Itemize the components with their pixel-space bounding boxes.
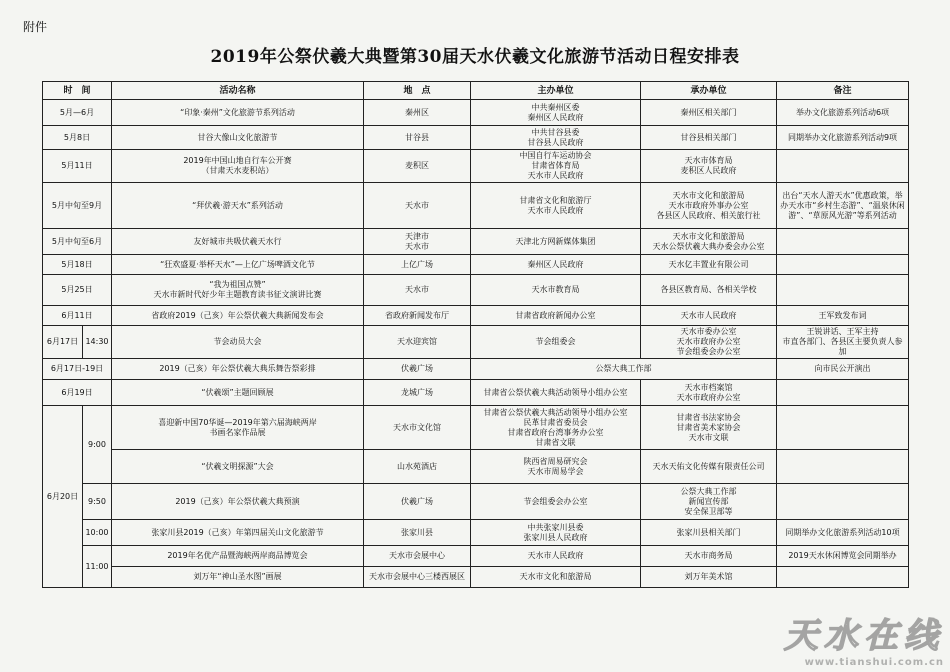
table-row <box>43 100 909 126</box>
attachment-label: 附件 <box>23 20 48 34</box>
cell-time: 14:30 <box>83 326 112 359</box>
cell-location: 省政府新闻发布厅 <box>364 306 471 326</box>
cell-remark <box>777 275 909 306</box>
cell-location: 天水市 <box>364 275 471 306</box>
cell-host-organizer: 公祭大典工作部 <box>471 359 777 380</box>
cell-host: 中国自行车运动协会 甘肃省体育局 天水市人民政府 <box>471 150 641 183</box>
cell-location: 天水市 <box>364 183 471 229</box>
cell-organizer: 公祭大典工作部 新闻宣传部 安全保卫部等 <box>641 484 777 520</box>
cell-organizer: 张家川县相关部门 <box>641 520 777 546</box>
cell-activity: “印象·秦州”文化旅游节系列活动 <box>112 100 364 126</box>
header-host: 主办单位 <box>471 82 641 100</box>
cell-host: 天津北方网新媒体集团 <box>471 229 641 255</box>
cell-date: 6月20日 <box>43 406 83 588</box>
cell-organizer: 天水市文化和旅游局 天水市政府外事办公室 各县区人民政府、相关旅行社 <box>641 183 777 229</box>
table-row <box>43 546 909 567</box>
cell-activity: 甘谷大像山文化旅游节 <box>112 126 364 150</box>
header-remark: 备注 <box>777 82 909 100</box>
cell-activity: 2019（己亥）年公祭伏羲大典预演 <box>112 484 364 520</box>
cell-host: 中共甘谷县委 甘谷县人民政府 <box>471 126 641 150</box>
cell-location: 张家川县 <box>364 520 471 546</box>
cell-activity: 张家川县2019（己亥）年第四届关山文化旅游节 <box>112 520 364 546</box>
cell-host: 天水市教育局 <box>471 275 641 306</box>
cell-host: 天水市人民政府 <box>471 546 641 567</box>
cell-remark: 出台“天水人游天水”优惠政策，举办天水市“乡村生态游”、“温泉休闲游”、“草原风光游”等系列活动 <box>777 183 909 229</box>
cell-host: 秦州区人民政府 <box>471 255 641 275</box>
watermark-url: www.tianshui.com.cn <box>804 657 944 668</box>
cell-time: 5月中旬至6月 <box>43 229 112 255</box>
table-row <box>43 150 909 183</box>
table-row <box>43 450 909 484</box>
cell-host: 甘肃省公祭伏羲大典活动领导小组办公室 民革甘肃省委员会 甘肃省政府台湾事务办公室 甘肃省文联 <box>471 406 641 450</box>
cell-time: 5月—6月 <box>43 100 112 126</box>
cell-remark: 同期举办文化旅游系列活动9项 <box>777 126 909 150</box>
cell-time: 9:00 <box>83 406 112 484</box>
cell-location: 秦州区 <box>364 100 471 126</box>
cell-remark <box>777 450 909 484</box>
table-row <box>43 406 909 450</box>
cell-location: 麦积区 <box>364 150 471 183</box>
cell-organizer: 甘谷县相关部门 <box>641 126 777 150</box>
cell-time: 5月8日 <box>43 126 112 150</box>
table-row <box>43 229 909 255</box>
cell-location: 龙城广场 <box>364 380 471 406</box>
cell-host: 陕西省周易研究会 天水市周易学会 <box>471 450 641 484</box>
cell-organizer: 天水市人民政府 <box>641 306 777 326</box>
table-row <box>43 484 909 520</box>
cell-activity: 2019（己亥）年公祭伏羲大典乐舞告祭彩排 <box>112 359 364 380</box>
cell-location: 天水市会展中心 <box>364 546 471 567</box>
cell-time: 11:00 <box>83 546 112 588</box>
header-organizer: 承办单位 <box>641 82 777 100</box>
cell-remark: 同期举办文化旅游系列活动10项 <box>777 520 909 546</box>
cell-activity: 省政府2019（己亥）年公祭伏羲大典新闻发布会 <box>112 306 364 326</box>
table-row <box>43 183 909 229</box>
site-watermark <box>784 608 944 668</box>
cell-location: 上亿广场 <box>364 255 471 275</box>
cell-remark: 举办文化旅游系列活动6项 <box>777 100 909 126</box>
cell-host: 甘肃省公祭伏羲大典活动领导小组办公室 <box>471 380 641 406</box>
cell-remark: 向市民公开演出 <box>777 359 909 380</box>
cell-activity: “拜伏羲·游天水”系列活动 <box>112 183 364 229</box>
schedule-table <box>42 81 909 588</box>
cell-host: 节会组委会办公室 <box>471 484 641 520</box>
cell-remark <box>777 484 909 520</box>
table-row <box>43 306 909 326</box>
cell-remark: 王锐讲话、王军主持 市直各部门、各县区主要负责人参加 <box>777 326 909 359</box>
cell-location: 甘谷县 <box>364 126 471 150</box>
cell-date: 6月17日 <box>43 326 83 359</box>
cell-host: 中共张家川县委 张家川县人民政府 <box>471 520 641 546</box>
cell-organizer: 天水市商务局 <box>641 546 777 567</box>
cell-remark: 2019天水休闲博览会同期举办 <box>777 546 909 567</box>
cell-activity: 2019年名优产品暨海峡两岸商品博览会 <box>112 546 364 567</box>
cell-activity: “狂欢盛夏·举杯天水”—上亿广场啤酒文化节 <box>112 255 364 275</box>
table-row <box>43 359 909 380</box>
table-row <box>43 326 909 359</box>
cell-host: 甘肃省政府新闻办公室 <box>471 306 641 326</box>
cell-activity: 节会动员大会 <box>112 326 364 359</box>
cell-organizer: 刘万年美术馆 <box>641 567 777 588</box>
cell-activity: 2019年中国山地自行车公开赛 （甘肃天水麦积站） <box>112 150 364 183</box>
header-location: 地 点 <box>364 82 471 100</box>
cell-organizer: 天水亿丰置业有限公司 <box>641 255 777 275</box>
header-time: 时 间 <box>43 82 112 100</box>
cell-remark <box>777 150 909 183</box>
cell-time: 5月11日 <box>43 150 112 183</box>
cell-time: 6月11日 <box>43 306 112 326</box>
cell-time: 9:50 <box>83 484 112 520</box>
cell-organizer: 天水市委办公室 天水市政府办公室 节会组委会办公室 <box>641 326 777 359</box>
cell-activity: 喜迎新中国70华诞—2019年第六届海峡两岸 书画名家作品展 <box>112 406 364 450</box>
cell-location: 山水苑酒店 <box>364 450 471 484</box>
cell-location: 伏羲广场 <box>364 359 471 380</box>
cell-organizer: 甘肃省书法家协会 甘肃省美术家协会 天水市文联 <box>641 406 777 450</box>
cell-activity: 刘万年“神山圣水图”画展 <box>112 567 364 588</box>
cell-activity: “伏羲文明探源”大会 <box>112 450 364 484</box>
cell-host: 节会组委会 <box>471 326 641 359</box>
cell-location: 天水市会展中心三楼西展区 <box>364 567 471 588</box>
cell-organizer: 天水市文化和旅游局 天水公祭伏羲大典办委会办公室 <box>641 229 777 255</box>
header-activity: 活动名称 <box>112 82 364 100</box>
cell-host: 天水市文化和旅游局 <box>471 567 641 588</box>
table-header-row <box>43 82 909 100</box>
table-row <box>43 567 909 588</box>
cell-time: 10:00 <box>83 520 112 546</box>
cell-organizer: 各县区教育局、各相关学校 <box>641 275 777 306</box>
cell-remark: 王军致发布词 <box>777 306 909 326</box>
cell-time: 5月18日 <box>43 255 112 275</box>
cell-location: 伏羲广场 <box>364 484 471 520</box>
cell-time: 6月17日-19日 <box>43 359 112 380</box>
table-row <box>43 255 909 275</box>
cell-time: 6月19日 <box>43 380 112 406</box>
table-row <box>43 126 909 150</box>
cell-organizer: 天水天佑文化传媒有限责任公司 <box>641 450 777 484</box>
watermark-logo: 天水在线 <box>784 616 944 656</box>
table-row <box>43 520 909 546</box>
cell-organizer: 天水市档案馆 天水市政府办公室 <box>641 380 777 406</box>
cell-remark <box>777 380 909 406</box>
cell-activity: “伏羲颂”主题回顾展 <box>112 380 364 406</box>
cell-host: 中共秦州区委 秦州区人民政府 <box>471 100 641 126</box>
cell-organizer: 天水市体育局 麦积区人民政府 <box>641 150 777 183</box>
cell-location: 天水迎宾馆 <box>364 326 471 359</box>
cell-activity: “我为祖国点赞” 天水市新时代好少年主题教育读书征文演讲比赛 <box>112 275 364 306</box>
cell-organizer: 秦州区相关部门 <box>641 100 777 126</box>
cell-remark <box>777 406 909 450</box>
cell-location: 天水市文化馆 <box>364 406 471 450</box>
document-title: 2019年公祭伏羲大典暨第30届天水伏羲文化旅游节活动日程安排表 <box>210 47 740 67</box>
table-row <box>43 380 909 406</box>
cell-time: 5月25日 <box>43 275 112 306</box>
cell-remark <box>777 255 909 275</box>
cell-remark <box>777 567 909 588</box>
cell-time: 5月中旬至9月 <box>43 183 112 229</box>
cell-host: 甘肃省文化和旅游厅 天水市人民政府 <box>471 183 641 229</box>
cell-activity: 友好城市共吸伏羲天水行 <box>112 229 364 255</box>
cell-remark <box>777 229 909 255</box>
table-row <box>43 275 909 306</box>
cell-location: 天津市 天水市 <box>364 229 471 255</box>
